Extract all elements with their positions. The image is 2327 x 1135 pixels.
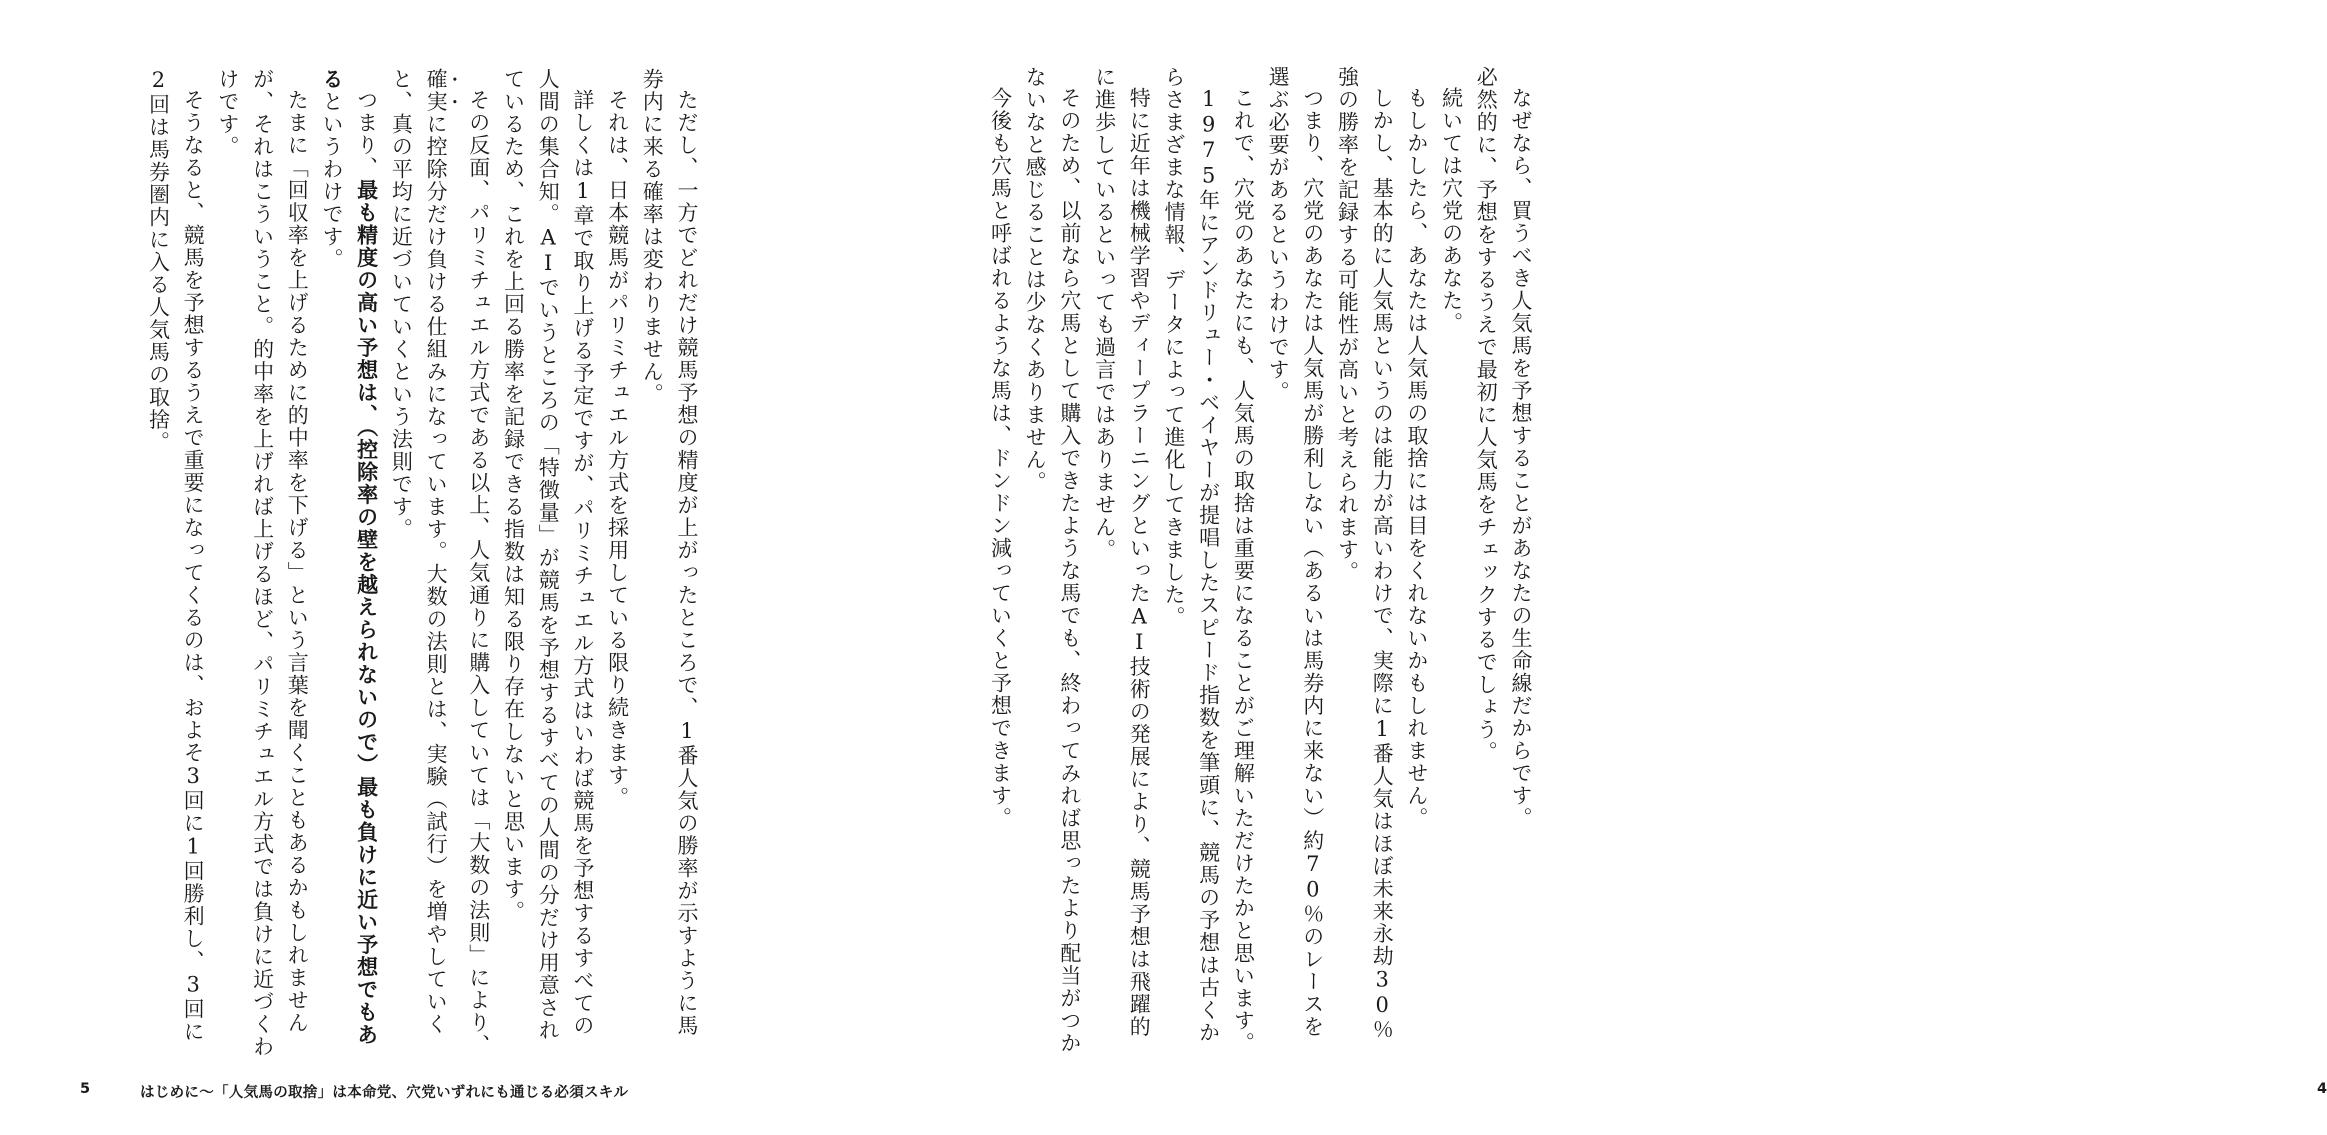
- text-run: その反面、パリミチュエル方式である以上、人気通りに購入していては「大数の法則」により、: [466, 89, 491, 1057]
- paragraph: なぜなら、買うべき人気馬を予想することがあなたの生命線だからです。: [1509, 87, 1533, 830]
- paragraph: そのため、以前なら穴馬として購入できたような馬でも、終わってみれば思ったより配当がつかないなと感じることは少なくありません。: [1023, 66, 1082, 1055]
- paragraph: たまに「回収率を上げるために的中率を下げる」という言葉を聞くこともあるかもしれませんが、それはこういうこと。的中率を上げれば上げるほど、パリミチュエル方式では負けに近づくわけです。: [215, 68, 310, 1058]
- right-page-body: [848, 66, 1538, 1056]
- paragraph: 1975年にアンドリュー・ベイヤーが提唱したスピード指数を筆頭に、競馬の予想は古くからさまざまな情報、データによって進化してきました。: [1161, 66, 1221, 1044]
- text-run: に控除: [424, 113, 449, 181]
- paragraph: [384, 68, 496, 1058]
- paragraph: もしかしたら、あなたは人気馬の取捨には目をくれないかもしれません。: [1404, 87, 1429, 830]
- text-run: というわけです。: [319, 90, 344, 271]
- text-run: つまり、: [354, 89, 379, 179]
- left-page-body: [39, 68, 704, 1058]
- paragraph: しかし、基本的に人気馬というのは能力が高いわけで、実際に1番人気はほぼ未来永劫30％強の勝率を記録する可能性が高いと考えられます。: [1335, 66, 1395, 1041]
- paragraph: そうなると、競馬を予想するうえで重要になってくるのは、およそ3回に1回勝利し、3回に2回は馬券圏内に入る人気馬の取捨。: [146, 68, 206, 1043]
- left-page: [0, 0, 800, 1135]
- paragraph: ただし、一方でどれだけ競馬予想の精度が上がったところで、1番人気の勝率が示すように馬券内に来る確率は変わりません。: [640, 68, 699, 1037]
- paragraph: それは、日本競馬がパリミチュエル方式を採用している限り続きます。: [605, 89, 630, 809]
- emphasis-paragraph: [314, 68, 383, 1058]
- right-page: [800, 0, 2327, 1135]
- paragraph: 特に近年は機械学習やディープラーニングといったAI技術の発展により、競馬予想は飛躍的に進歩しているといっても過言ではありません。: [1092, 66, 1152, 1038]
- page-number: 4: [2317, 1081, 2327, 1097]
- emphasis-dots-text: 確実: [424, 68, 449, 113]
- paragraph: つまり、穴党のあなたは人気馬が勝利しない（あるいは馬券内に来ない）約70％のレースを選ぶ必要があるというわけです。: [1266, 66, 1325, 1038]
- page-number: 5: [80, 1081, 91, 1097]
- paragraph: 詳しくは1章で取り上げる予定ですが、パリミチュエル方式はいわば競馬を予想するすべての人間の集合知。AIでいうところの「特徴量」が競馬を予想するすべての人間の分だけ用意されているため、これを上回る勝率を記録できる指数は知る限り存在しないと思います。: [501, 68, 595, 1042]
- paragraph: 続いては穴党のあなた。: [1439, 87, 1464, 335]
- text-run: 分だけ負ける仕組みになっています。大数の法則とは、実験（試行）を増やしていくと、真の平均に近づいていくという法則です。: [389, 68, 449, 1036]
- bold-statement: 最も精度の高い予想は、（控除率の壁を越えられないので）最も負けに近い予想でもある: [319, 68, 379, 1046]
- running-title: はじめに～「人気馬の取捨」は本命党、穴党いずれにも通じる必須スキル: [140, 1085, 629, 1101]
- paragraph: 必然的に、予想をするうえで最初に人気馬をチェックするでしょう。: [1474, 66, 1499, 764]
- paragraph: これで、穴党のあなたにも、人気馬の取捨は重要になることがご理解いただけたかと思います。: [1231, 87, 1256, 1055]
- paragraph: 今後も穴馬と呼ばれるような馬は、ドンドン減っていくと予想できます。: [988, 87, 1013, 830]
